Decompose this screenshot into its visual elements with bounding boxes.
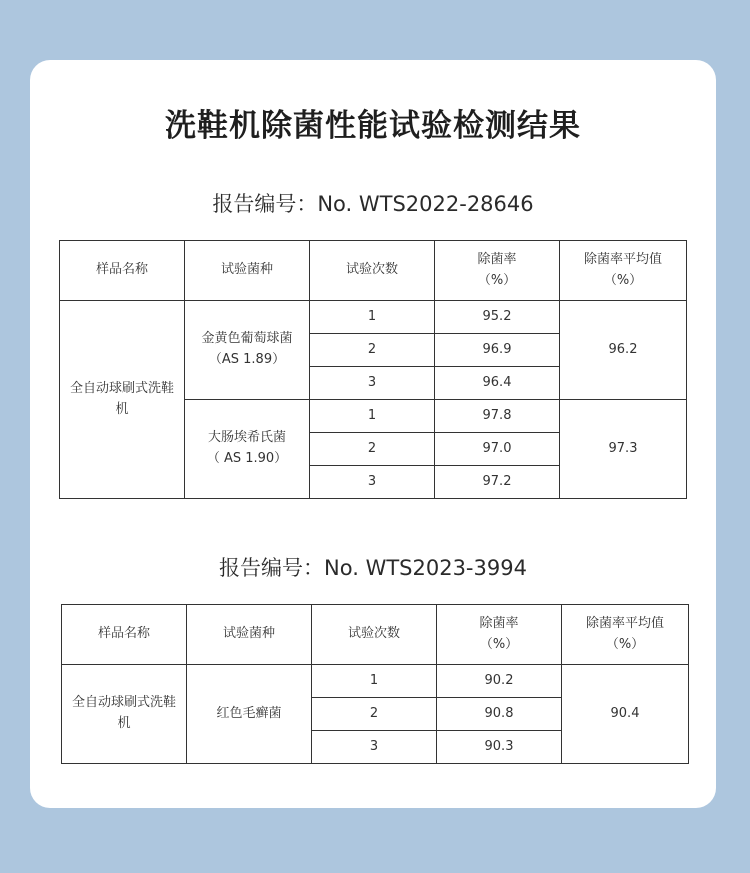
rate-value: 96.9 bbox=[435, 334, 560, 367]
header-sample: 样品名称 bbox=[60, 241, 185, 301]
report-number-2: 报告编号：No. WTS2023-3994 bbox=[219, 556, 527, 580]
rate-value: 95.2 bbox=[435, 301, 560, 334]
rate-value: 96.4 bbox=[435, 367, 560, 400]
header-average-unit: （%） bbox=[603, 272, 643, 288]
strain-code: （AS 1.89） bbox=[208, 352, 286, 367]
table-row bbox=[60, 301, 687, 334]
sample-name: 全自动球刷式洗鞋机 bbox=[62, 665, 187, 764]
average-value: 90.4 bbox=[562, 665, 689, 764]
header-trial: 试验次数 bbox=[310, 241, 435, 301]
rate-value: 97.0 bbox=[435, 433, 560, 466]
results-table-1 bbox=[59, 240, 687, 499]
table-header-row bbox=[62, 605, 689, 665]
strain-name: 红色毛癣菌 bbox=[187, 665, 312, 764]
header-strain: 试验菌种 bbox=[187, 605, 312, 665]
header-rate-label: 除菌率 bbox=[477, 251, 517, 267]
header-average-label: 除菌率平均值 bbox=[585, 615, 664, 631]
header-rate bbox=[435, 241, 560, 301]
rate-value: 97.8 bbox=[435, 400, 560, 433]
trial-number: 3 bbox=[310, 367, 435, 400]
table-header-row bbox=[60, 241, 687, 301]
trial-number: 2 bbox=[310, 433, 435, 466]
header-average-label: 除菌率平均值 bbox=[583, 251, 662, 267]
trial-number: 3 bbox=[312, 731, 437, 764]
header-average bbox=[562, 605, 689, 665]
header-average bbox=[560, 241, 687, 301]
rate-value: 97.2 bbox=[435, 466, 560, 499]
trial-number: 1 bbox=[310, 400, 435, 433]
trial-number: 2 bbox=[310, 334, 435, 367]
strain-name: 金黄色葡萄球菌 bbox=[201, 331, 293, 347]
header-sample: 样品名称 bbox=[62, 605, 187, 665]
results-card bbox=[30, 60, 716, 808]
header-trial: 试验次数 bbox=[312, 605, 437, 665]
average-value: 97.3 bbox=[560, 400, 687, 499]
trial-number: 3 bbox=[310, 466, 435, 499]
strain-cell bbox=[185, 301, 310, 400]
header-rate-unit: （%） bbox=[479, 636, 519, 652]
header-rate bbox=[437, 605, 562, 665]
trial-number: 2 bbox=[312, 698, 437, 731]
trial-number: 1 bbox=[312, 665, 437, 698]
strain-code: （ AS 1.90） bbox=[206, 451, 288, 466]
header-rate-label: 除菌率 bbox=[479, 615, 519, 631]
trial-number: 1 bbox=[310, 301, 435, 334]
strain-name: 大肠埃希氏菌 bbox=[207, 430, 286, 446]
rate-value: 90.3 bbox=[437, 731, 562, 764]
header-average-unit: （%） bbox=[605, 636, 645, 652]
sample-name: 全自动球刷式洗鞋机 bbox=[60, 301, 185, 499]
header-rate-unit: （%） bbox=[477, 272, 517, 288]
rate-value: 90.2 bbox=[437, 665, 562, 698]
report-number-1: 报告编号：No. WTS2022-28646 bbox=[212, 192, 534, 216]
table-row bbox=[62, 665, 689, 698]
page-title: 洗鞋机除菌性能试验检测结果 bbox=[165, 108, 581, 144]
average-value: 96.2 bbox=[560, 301, 687, 400]
strain-cell bbox=[185, 400, 310, 499]
results-table-2 bbox=[61, 604, 689, 764]
rate-value: 90.8 bbox=[437, 698, 562, 731]
header-strain: 试验菌种 bbox=[185, 241, 310, 301]
